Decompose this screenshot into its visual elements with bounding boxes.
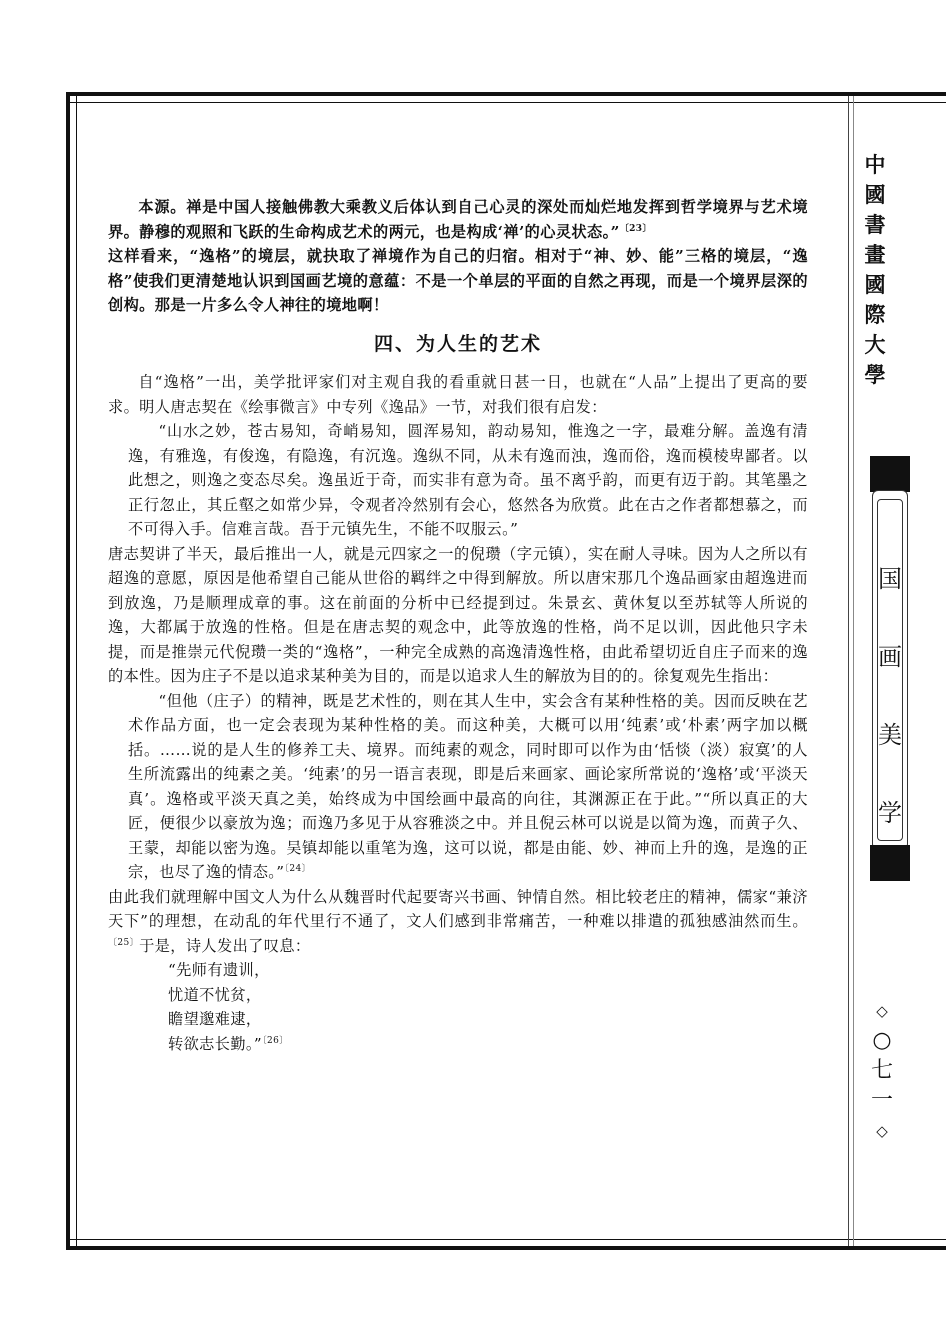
sidebar-dark-band-top: [870, 456, 910, 492]
university-name: [860, 150, 890, 390]
university-char: 國: [864, 183, 886, 207]
page-number: [862, 996, 902, 1146]
main-text: [108, 195, 808, 1056]
book-title: [872, 540, 908, 852]
footnote-ref-25: 〔25〕: [108, 937, 140, 948]
university-char: 書: [864, 213, 886, 237]
book-title-char: 美: [878, 721, 902, 749]
paragraph-5-text-b: 于是，诗人发出了叹息：: [139, 936, 311, 955]
paragraph-4: 唐志契讲了半天，最后推出一人，就是元四家之一的倪瓒（字元镇），实在耐人寻味。因为人之所以有超逸的意愿，原因是他希望自己能从世俗的羁绊之中得到解放。所以唐宋那几个逸品画家由超逸进而到放逸，乃是顺理成章的事。这在前面的分析中已经提到过。朱景玄、黄休复以至苏轼等人所说的逸，大都属于放逸的性格。但是在唐志契的观念中，此等放逸的性格，尚不足以训，因此他只字未提，而是推崇元代倪瓒一类的“逸格”，一种完全成熟的高逸清逸性格，由此希望切近自庄子而来的逸的本性。因为庄子不是以追求某种美为目的，而是以追求人生的解放为目的的。徐复观先生指出：: [108, 544, 808, 685]
quote-1: “山水之妙，苍古易知，奇峭易知，圆浑易知，韵动易知，惟逸之一字，最难分解。盖逸有清逸，有雅逸，有俊逸，有隐逸，有沉逸。逸纵不同，从未有逸而浊，逸而俗，逸而模棱卑鄙者。以此想之，则逸之变态尽矣。逸虽近于奇，而实非有意为奇。虽不离乎韵，而更有迈于韵。其笔墨之正行忽止，其丘壑之如常少异，令观者冷然别有会心，悠然各为欣赏。此在古之作者都想慕之，而不可得入手。信难言哉。吾于元镇先生，不能不叹服云。”: [128, 422, 808, 538]
book-title-char: 国: [878, 565, 902, 593]
footnote-ref-23: 〔23〕: [619, 223, 652, 234]
university-char: 國: [864, 273, 886, 297]
section-heading: 四、为人生的艺术: [373, 332, 542, 355]
footnote-ref-24: 〔24〕: [284, 864, 312, 874]
paragraph-3: 自“逸格”一出，美学批评家们对主观自我的看重就日甚一日，也就在“人品”上提出了更高的要求。明人唐志契在《绘事微言》中专列《逸品》一节，对我们很有启发：: [108, 373, 808, 416]
diamond-icon: ◇: [876, 1122, 888, 1140]
paragraph-2: 这样看来，“逸格”的境层，就抉取了禅境作为自己的归宿。相对于“神、妙、能”三格的境层，“逸格”使我们更清楚地认识到国画艺境的意蕴：不是一个单层的平面的自然之再现，而是一个境界层深的创构。那是一片多么令人神往的境地啊！: [108, 247, 808, 314]
poem-line: 瞻望邈难逮，: [168, 1010, 262, 1028]
university-char: 中: [864, 153, 886, 177]
page-number-char: 七: [870, 1058, 893, 1083]
book-title-char: 画: [878, 643, 902, 671]
university-char: 大: [864, 333, 886, 357]
page-number-char: ○: [872, 1028, 892, 1053]
university-char: 學: [864, 363, 886, 387]
paragraph-5: [108, 885, 808, 959]
poem: [108, 958, 808, 1056]
footnote-ref-26: 〔26〕: [262, 1035, 289, 1046]
frame-top-rule: [70, 102, 946, 103]
paragraph-5-text-a: 由此我们就理解中国文人为什么从魏晋时代起要寄兴书画、钟情自然。相比较老庄的精神，儒家“兼济天下”的理想，在动乱的年代里行不通了，文人们感到非常痛苦，一种难以排遣的孤独感油然而生。: [108, 887, 808, 930]
sidebar-divider-inner: [853, 96, 854, 1246]
university-char: 畫: [864, 243, 886, 267]
quote-2-text: “但他（庄子）的精神，既是艺术性的，则在其人生中，实会含有某种性格的美。因而反映在艺术作品方面，也一定会表现为某种性格的美。而这种美，大概可以用‘纯素’或‘朴素’两字加以概括。……说的是人生的修养工夫、境界。而纯素的观念，同时即可以作为由‘恬惔（淡）寂寞’的人生所流露出的纯素之美。‘纯素’的另一语言表现，即是后来画家、画论家所常说的‘逸格’或‘平淡天真’。逸格或平淡天真之美，始终成为中国绘画中最高的向往，其渊源正在于此。”“所以真正的大匠，便很少以豪放为逸；而逸乃多见于从容雅淡之中。并且倪云林可以说是以简为逸，而黄子久、王蒙，却能以密为逸。吴镇却能以重笔为逸，这可以说，都是由能、妙、神而上升的逸，是逸的正宗，也尽了逸的情态。”: [128, 691, 808, 881]
paragraph-1: [108, 195, 808, 244]
quote-2: [108, 689, 808, 885]
poem-line-last: [168, 1032, 808, 1057]
poem-line: 忧道不忧贫，: [168, 985, 262, 1004]
poem-line: “先师有遗训，: [168, 961, 270, 979]
paragraph-1-text: 本源。禅是中国人接触佛教大乘教义后体认到自己心灵的深处而灿烂地发挥到哲学境界与艺术境界。静穆的观照和飞跃的生命构成艺术的两元，也是构成‘禅’的心灵状态。”: [108, 198, 808, 241]
university-char: 際: [864, 303, 886, 327]
diamond-icon: ◇: [876, 1002, 888, 1020]
frame-bottom-rule: [70, 1239, 946, 1240]
book-title-char: 学: [878, 799, 902, 827]
frame-left-rule: [76, 96, 77, 1246]
poem-line-text: 转欲志长勤。”: [168, 1034, 263, 1053]
sidebar-divider: [848, 96, 849, 1246]
page-number-char: 一: [870, 1088, 893, 1113]
